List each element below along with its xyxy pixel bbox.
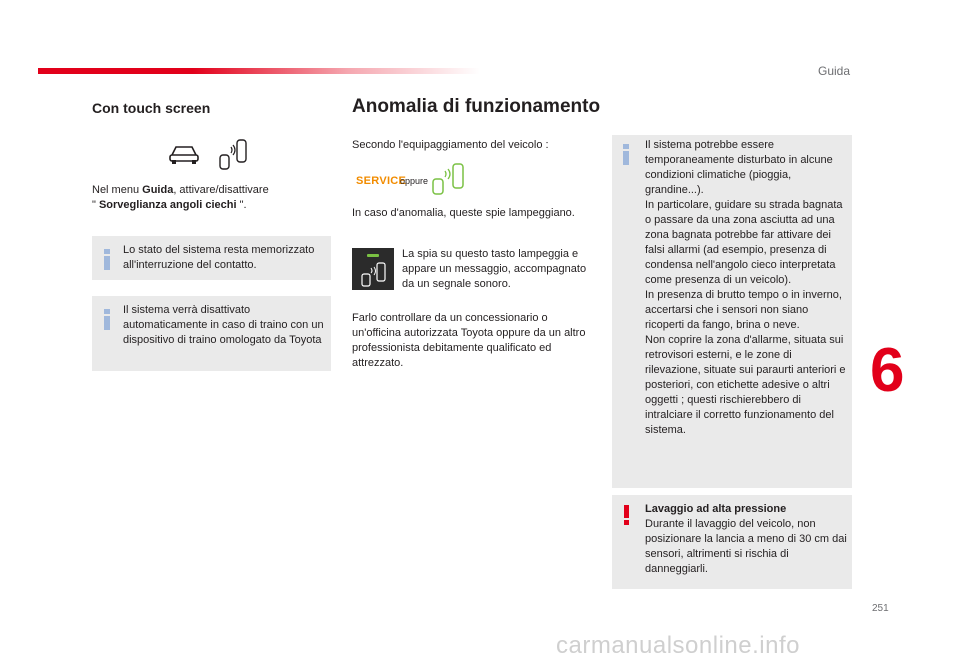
blind-spot-button-icon — [352, 248, 394, 290]
anomaly-text: In caso d'anomalia, queste spie lampeggiano. — [352, 207, 575, 219]
car-front-icon — [168, 143, 200, 165]
blind-spot-icon — [218, 139, 248, 171]
info-box-memory — [92, 236, 331, 280]
info-icon — [623, 144, 629, 165]
page-number: 251 — [872, 603, 889, 614]
header-accent-bar — [38, 68, 480, 74]
info-text-memory: Lo stato del sistema resta memorizzato all'interruzione del contatto. — [123, 244, 315, 271]
info-icon — [104, 249, 110, 270]
dealer-text: Farlo controllare da un concessionario o un'officina autorizzata Toyota oppure da un altro professionista debitamente qualificato ed attrezzato. — [352, 312, 586, 369]
equipment-text: Secondo l'equipaggiamento del veicolo : — [352, 139, 549, 151]
watermark: carmanualsonline.info — [556, 632, 800, 659]
service-warning-label: SERVICE — [356, 175, 407, 187]
info-box-towing — [92, 296, 331, 371]
warning-box-pressure — [612, 495, 852, 589]
info-text-weather: Il sistema potrebbe essere temporaneamente disturbato in alcune condizioni climatiche (pioggia, grandine...). In particolare, guidare su strada bagnata o passare da una zona asciutta ad una zona bagnata potrebbe far attivare dei falsi allarmi (ad esempio, presenza di condensa nell'angolo cieco interpretata come presenza di un veicolo). In presenza di brutto tempo o in inverno, accertarsi che i sensori non siano ricoperti da fango, brina o neve. Non coprire la zona d'allarme, situata sui retrovisori esterni, e le zone di rilevazione, situate sui paraurti anteriori e posteriori, con etichette adesive o altri oggetti ; questi rischierebbero di intralciare il corretto funzionamento del sistema. — [645, 139, 846, 436]
blind-spot-icon — [359, 262, 389, 288]
warning-title: Lavaggio ad alta pressione — [645, 503, 787, 515]
oppure-label: oppure — [400, 176, 429, 186]
warning-icon — [623, 505, 629, 525]
warning-text: Durante il lavaggio del veicolo, non posizionare la lancia a meno di 30 cm dai sensori, altrimenti si rischia di danneggiarli. — [645, 518, 847, 575]
button-warning-text: La spia su questo tasto lampeggia e appare un messaggio, accompagnato da un segnale sonoro. — [402, 248, 587, 290]
malfunction-heading: Anomalia di funzionamento — [352, 96, 601, 117]
blind-spot-warning-icon — [430, 163, 466, 195]
chapter-number: 6 — [870, 336, 905, 405]
info-icon — [104, 309, 110, 330]
touch-screen-heading: Con touch screen — [92, 100, 211, 116]
info-box-weather — [612, 135, 852, 488]
section-label: Guida — [818, 64, 851, 78]
menu-instruction: Nel menu Guida, attivare/disattivare " Sorveglianza angoli ciechi ". — [92, 184, 269, 211]
info-text-towing: Il sistema verrà disattivato automaticamente in caso di traino con un dispositivo di traino omologato da Toyota — [123, 304, 324, 346]
button-led — [367, 254, 379, 257]
